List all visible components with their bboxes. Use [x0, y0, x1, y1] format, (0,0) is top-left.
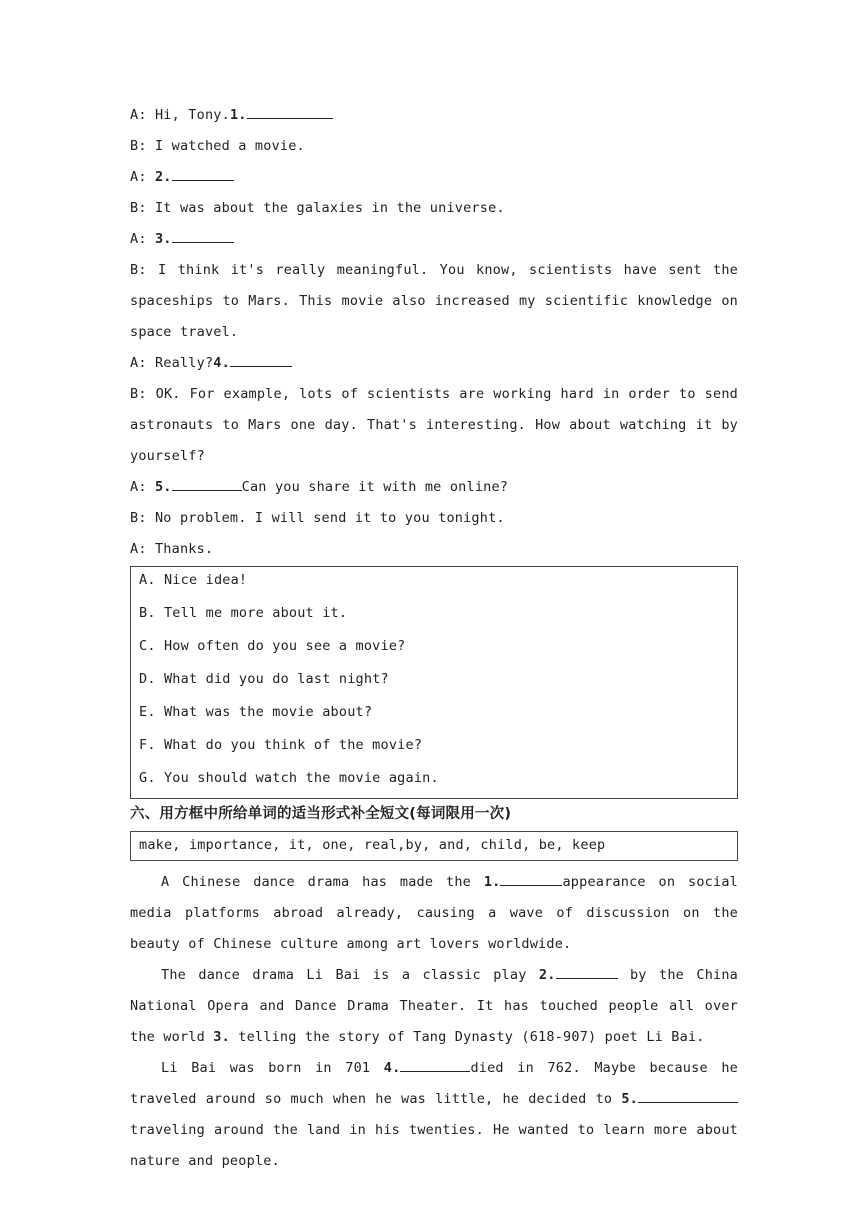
dialogue-text: Hi, Tony.	[146, 107, 230, 123]
paragraph-text: Li Bai was born in 701	[161, 1060, 384, 1076]
dialogue-text: It was about the galaxies in the universe.	[146, 200, 505, 216]
worksheet-content	[130, 104, 738, 1177]
paragraph-text: telling the story of Tang Dynasty (618-907) poet Li Bai.	[229, 1029, 705, 1045]
speaker: B:	[130, 386, 147, 402]
answer-blank[interactable]	[172, 476, 242, 491]
blank-number: 1.	[229, 107, 247, 123]
dialogue-text	[147, 479, 155, 495]
blank-number: 5.	[154, 479, 172, 495]
dialogue-text: Thanks.	[146, 541, 214, 557]
speaker: A:	[130, 231, 147, 247]
option-d: D. What did you do last night?	[139, 671, 389, 687]
paragraph-2	[130, 960, 738, 1053]
dialogue-line-9	[130, 476, 738, 507]
paragraph-text: traveling around the land in his twenties. He wanted to learn more about nature and people.	[130, 1122, 738, 1169]
answer-blank[interactable]	[172, 166, 234, 181]
dialogue-line-1	[130, 104, 738, 135]
paragraph-text: The dance drama Li Bai is a classic play	[161, 967, 539, 983]
answer-blank[interactable]	[247, 104, 333, 119]
option-e: E. What was the movie about?	[139, 704, 373, 720]
dialogue-text: I watched a movie.	[146, 138, 305, 154]
speaker: B:	[130, 138, 147, 154]
paragraph-text: by the China National Opera and Dance Drama Theater. It has touched people all over the world	[130, 967, 738, 1045]
dialogue-line-3	[130, 166, 738, 197]
paragraph-1	[130, 867, 738, 960]
blank-number: 1.	[483, 874, 501, 890]
option-c: C. How often do you see a movie?	[139, 638, 406, 654]
answer-blank[interactable]	[556, 964, 618, 979]
speaker: A:	[130, 107, 147, 123]
dialogue-text: OK. For example, lots of scientists are working hard in order to send astronauts to Mars one day. That's interesting. How about watching it by yourself?	[130, 386, 738, 464]
dialogue-text: I think it's really meaningful. You know, scientists have sent the spaceships to Mars. This movie also increased my scientific knowledge on space travel.	[130, 262, 738, 340]
option-a: A. Nice idea!	[139, 572, 248, 588]
answer-blank[interactable]	[638, 1088, 738, 1103]
answer-blank[interactable]	[400, 1057, 470, 1072]
blank-number: 4.	[383, 1060, 401, 1076]
paragraph-text: died in 762. Maybe because he traveled around so much when he was little, he decided to	[130, 1060, 738, 1107]
speaker: A:	[130, 541, 147, 557]
paragraph-3	[130, 1053, 738, 1177]
option-b: B. Tell me more about it.	[139, 605, 348, 621]
blank-number: 2.	[538, 967, 556, 983]
word-bank: make, importance, it, one, real,by, and, child, be, keep	[130, 831, 738, 861]
dialogue-line-4	[130, 197, 738, 228]
dialogue-text: Really?	[146, 355, 214, 371]
dialogue-text	[147, 231, 155, 247]
paragraph-text: A Chinese dance drama has made the	[161, 874, 484, 890]
dialogue-line-2	[130, 135, 738, 166]
blank-number: 3.	[213, 1029, 230, 1045]
speaker: A:	[130, 169, 147, 185]
answer-blank[interactable]	[500, 871, 562, 886]
dialogue-text	[147, 169, 155, 185]
dialogue-text: No problem. I will send it to you tonight.	[146, 510, 505, 526]
speaker: B:	[130, 510, 147, 526]
speaker: A:	[130, 355, 147, 371]
speaker: B:	[130, 262, 147, 278]
options-box	[130, 566, 738, 799]
answer-blank[interactable]	[230, 352, 292, 367]
blank-number: 5.	[621, 1091, 638, 1107]
option-f: F. What do you think of the movie?	[139, 737, 423, 753]
dialogue-line-10	[130, 507, 738, 538]
speaker: B:	[130, 200, 147, 216]
section-title: 六、用方框中所给单词的适当形式补全短文(每词限用一次)	[130, 806, 512, 822]
blank-number: 4.	[213, 355, 230, 371]
dialogue-text: Can you share it with me online?	[241, 479, 509, 495]
speaker: A:	[130, 479, 147, 495]
paragraph-text: appearance on social media platforms abroad already, causing a wave of discussion on the beauty of Chinese culture among art lovers worldwide.	[130, 874, 738, 952]
answer-blank[interactable]	[172, 228, 234, 243]
blank-number: 2.	[154, 169, 172, 185]
dialogue-line-6	[130, 255, 738, 348]
option-g: G. You should watch the movie again.	[139, 770, 439, 786]
blank-number: 3.	[154, 231, 172, 247]
dialogue-line-8	[130, 379, 738, 472]
dialogue-line-11	[130, 538, 738, 566]
